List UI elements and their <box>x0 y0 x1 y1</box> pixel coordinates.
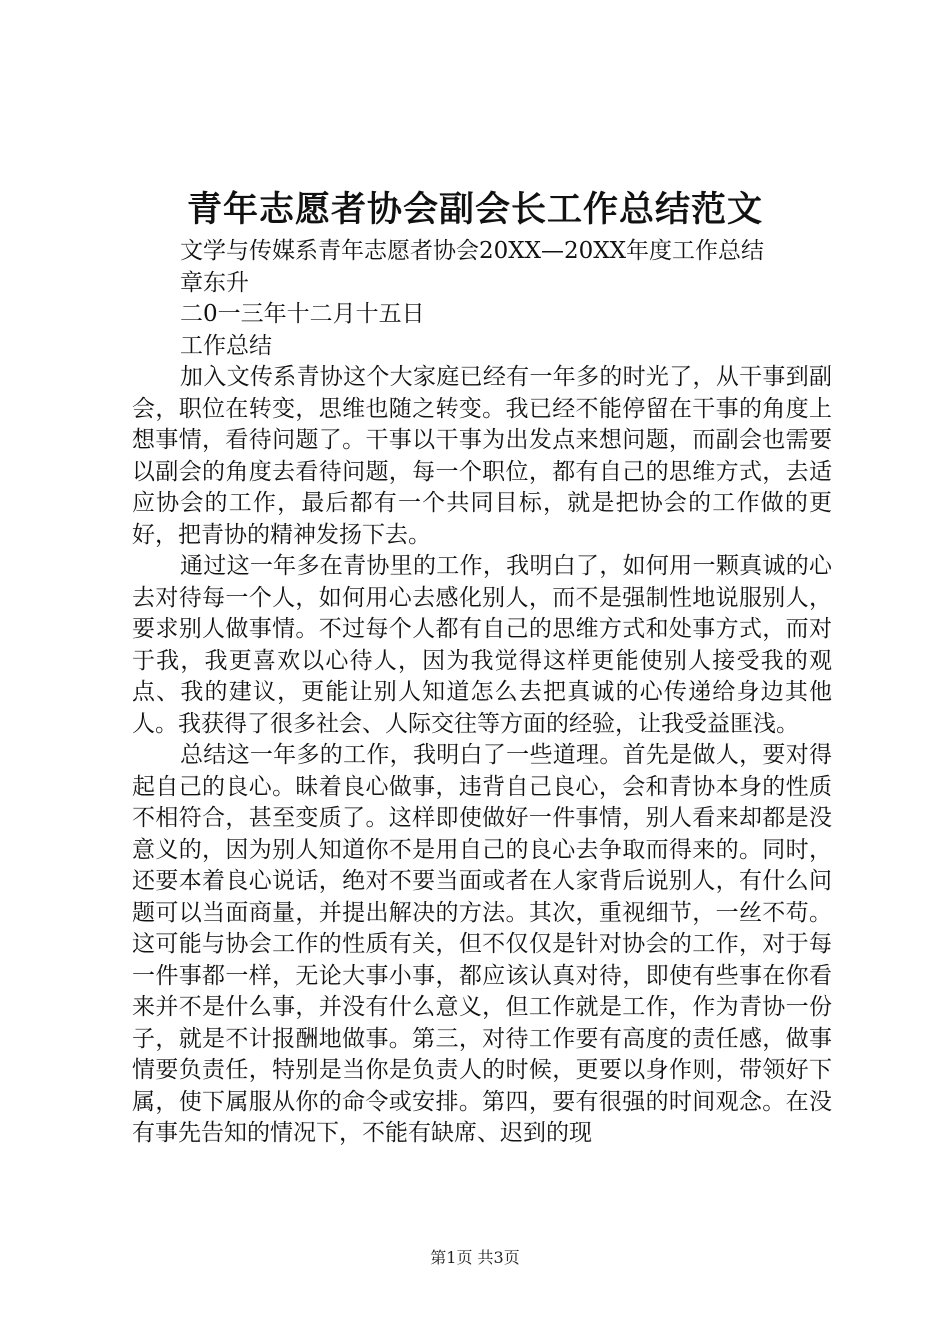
document-title: 青年志愿者协会副会长工作总结范文 <box>186 189 763 230</box>
page-footer: 第1页 共3页 <box>430 1248 520 1267</box>
paragraph-3: 总结这一年多的工作，我明白了一些道理。首先是做人，要对得起自己的良心。昧着良心做事，违背自己良心，会和青协本身的性质不相符合，甚至变质了。这样即使做好一件事情，别人看来却都是没意义的，因为别人知道你不是用自己的良心去争取而得来的。同时，还要本着良心说话，绝对不要当面或者在人家背后说别人，有什么问题可以当面商量，并提出解决的方法。其次，重视细节，一丝不苟。这可能与协会工作的性质有关，但不仅仅是针对协会的工作，对于每一件事都一样，无论大事小事，都应该认真对待，即使有些事在你看来并不是什么事，并没有什么意义，但工作就是工作，作为青协一份子，就是不计报酬地做事。第三，对待工作要有高度的责任感，做事情要负责任，特别是当你是负责人的时候，更要以身作则，带领好下属，使下属服从你的命令或安排。第四，要有很强的时间观念。在没有事先告知的情况下，不能有缺席、迟到的现 <box>132 742 832 1146</box>
document-body <box>132 236 832 1150</box>
paragraph-1: 加入文传系青协这个大家庭已经有一年多的时光了，从干事到副会，职位在转变，思维也随之转变。我已经不能停留在干事的角度上想事情，看待问题了。干事以干事为出发点来想问题，而副会也需要以副会的角度去看待问题，每一个职位，都有自己的思维方式，去适应协会的工作，最后都有一个共同目标，就是把协会的工作做的更好，把青协的精神发扬下去。 <box>132 364 832 548</box>
section-heading: 工作总结 <box>180 332 272 359</box>
subtitle-line: 文学与传媒系青年志愿者协会20XX—20XX年度工作总结 <box>180 238 765 264</box>
date-line: 二0一三年十二月十五日 <box>180 301 425 327</box>
author-line: 章东升 <box>180 269 249 296</box>
paragraph-2: 通过这一年多在青协里的工作，我明白了，如何用一颗真诚的心去对待每一个人，如何用心去感化别人，而不是强制性地说服别人，要求别人做事情。不过每个人都有自己的思维方式和处事方式，而对于我，我更喜欢以心待人，因为我觉得这样更能使别人接受我的观点、我的建议，更能让别人知道怎么去把真诚的心传递给身边其他人。我获得了很多社会、人际交往等方面的经验，让我受益匪浅。 <box>132 553 832 737</box>
